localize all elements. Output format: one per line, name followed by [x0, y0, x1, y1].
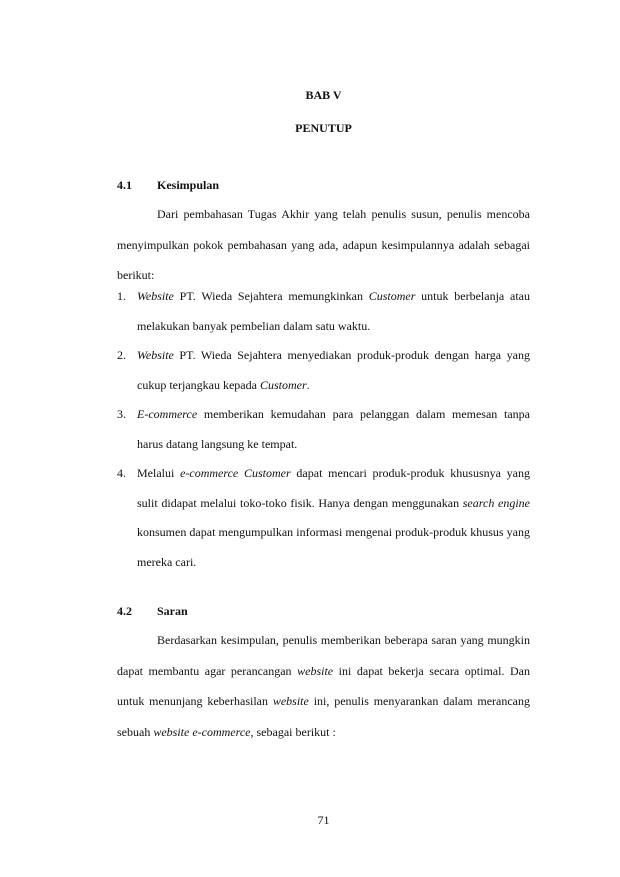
- text-run: .: [306, 377, 310, 392]
- list-item: [117, 282, 530, 341]
- list-item: [117, 400, 530, 459]
- text-run: PT. Wieda Sejahtera menyediakan produk-produk dengan harga yang cukup terjangkau kepada: [137, 348, 530, 392]
- conclusion-list: [117, 282, 530, 577]
- list-marker: 3.: [117, 407, 126, 421]
- italic-term: website: [272, 694, 309, 708]
- section-title: Saran: [157, 604, 188, 618]
- text-run: untuk berbelanja atau melakukan banyak pembelian dalam satu waktu.: [137, 289, 530, 333]
- italic-term: website e-commerce: [153, 724, 251, 739]
- list-item: [117, 459, 530, 577]
- italic-term: Customer: [368, 289, 416, 303]
- italic-term: Website: [137, 289, 174, 303]
- text-run: konsumen dapat mengumpulkan informasi mengenai produk-produk khusus yang mereka cari.: [137, 525, 530, 569]
- italic-term: E-commerce: [137, 407, 198, 421]
- section-title: Kesimpulan: [157, 178, 220, 192]
- italic-term: Customer: [259, 377, 307, 392]
- text-run: PT. Wieda Sejahtera memungkinkan: [173, 289, 369, 303]
- italic-term: search engine: [462, 495, 530, 510]
- section-heading-kesimpulan: [117, 178, 219, 193]
- conclusion-intro-paragraph: Dari pembahasan Tugas Akhir yang telah penulis susun, penulis mencoba menyimpulkan pokok pembahasan yang ada, adapun kesimpulannya adalah sebagai berikut:: [117, 207, 530, 282]
- text-run: , sebagai berikut :: [250, 724, 336, 739]
- text-run: Melalui: [137, 466, 181, 480]
- text-run: memberikan kemudahan para pelanggan dalam memesan tanpa harus datang langsung ke tempat.: [137, 407, 530, 451]
- list-marker: 4.: [117, 466, 126, 480]
- list-marker: 1.: [117, 289, 126, 303]
- section-number: 4.1: [117, 178, 132, 192]
- page-number: 71: [317, 813, 330, 827]
- italic-term: website: [297, 663, 334, 678]
- chapter-label: BAB V: [305, 88, 342, 102]
- list-item: [117, 341, 530, 400]
- text-run: ini dapat bekerja secara optimal. Dan untuk menunjang keberhasilan: [117, 663, 531, 708]
- italic-term: e-commerce Customer: [180, 466, 291, 480]
- text-run: ini, penulis menyarankan dalam merancang sebuah: [117, 694, 531, 739]
- section-heading-saran: [117, 604, 188, 619]
- text-run: Berdasarkan kesimpulan, penulis memberikan beberapa saran yang mungkin dapat membantu agar perancangan: [117, 633, 530, 678]
- text-run: dapat mencari produk-produk khususnya yang sulit didapat melalui toko-toko fisik. Hanya dengan menggunakan: [137, 466, 531, 510]
- section-number: 4.2: [117, 604, 132, 618]
- chapter-title: PENUTUP: [295, 121, 352, 135]
- list-marker: 2.: [117, 348, 126, 362]
- suggestion-paragraph: [117, 625, 530, 747]
- italic-term: Website: [137, 348, 174, 362]
